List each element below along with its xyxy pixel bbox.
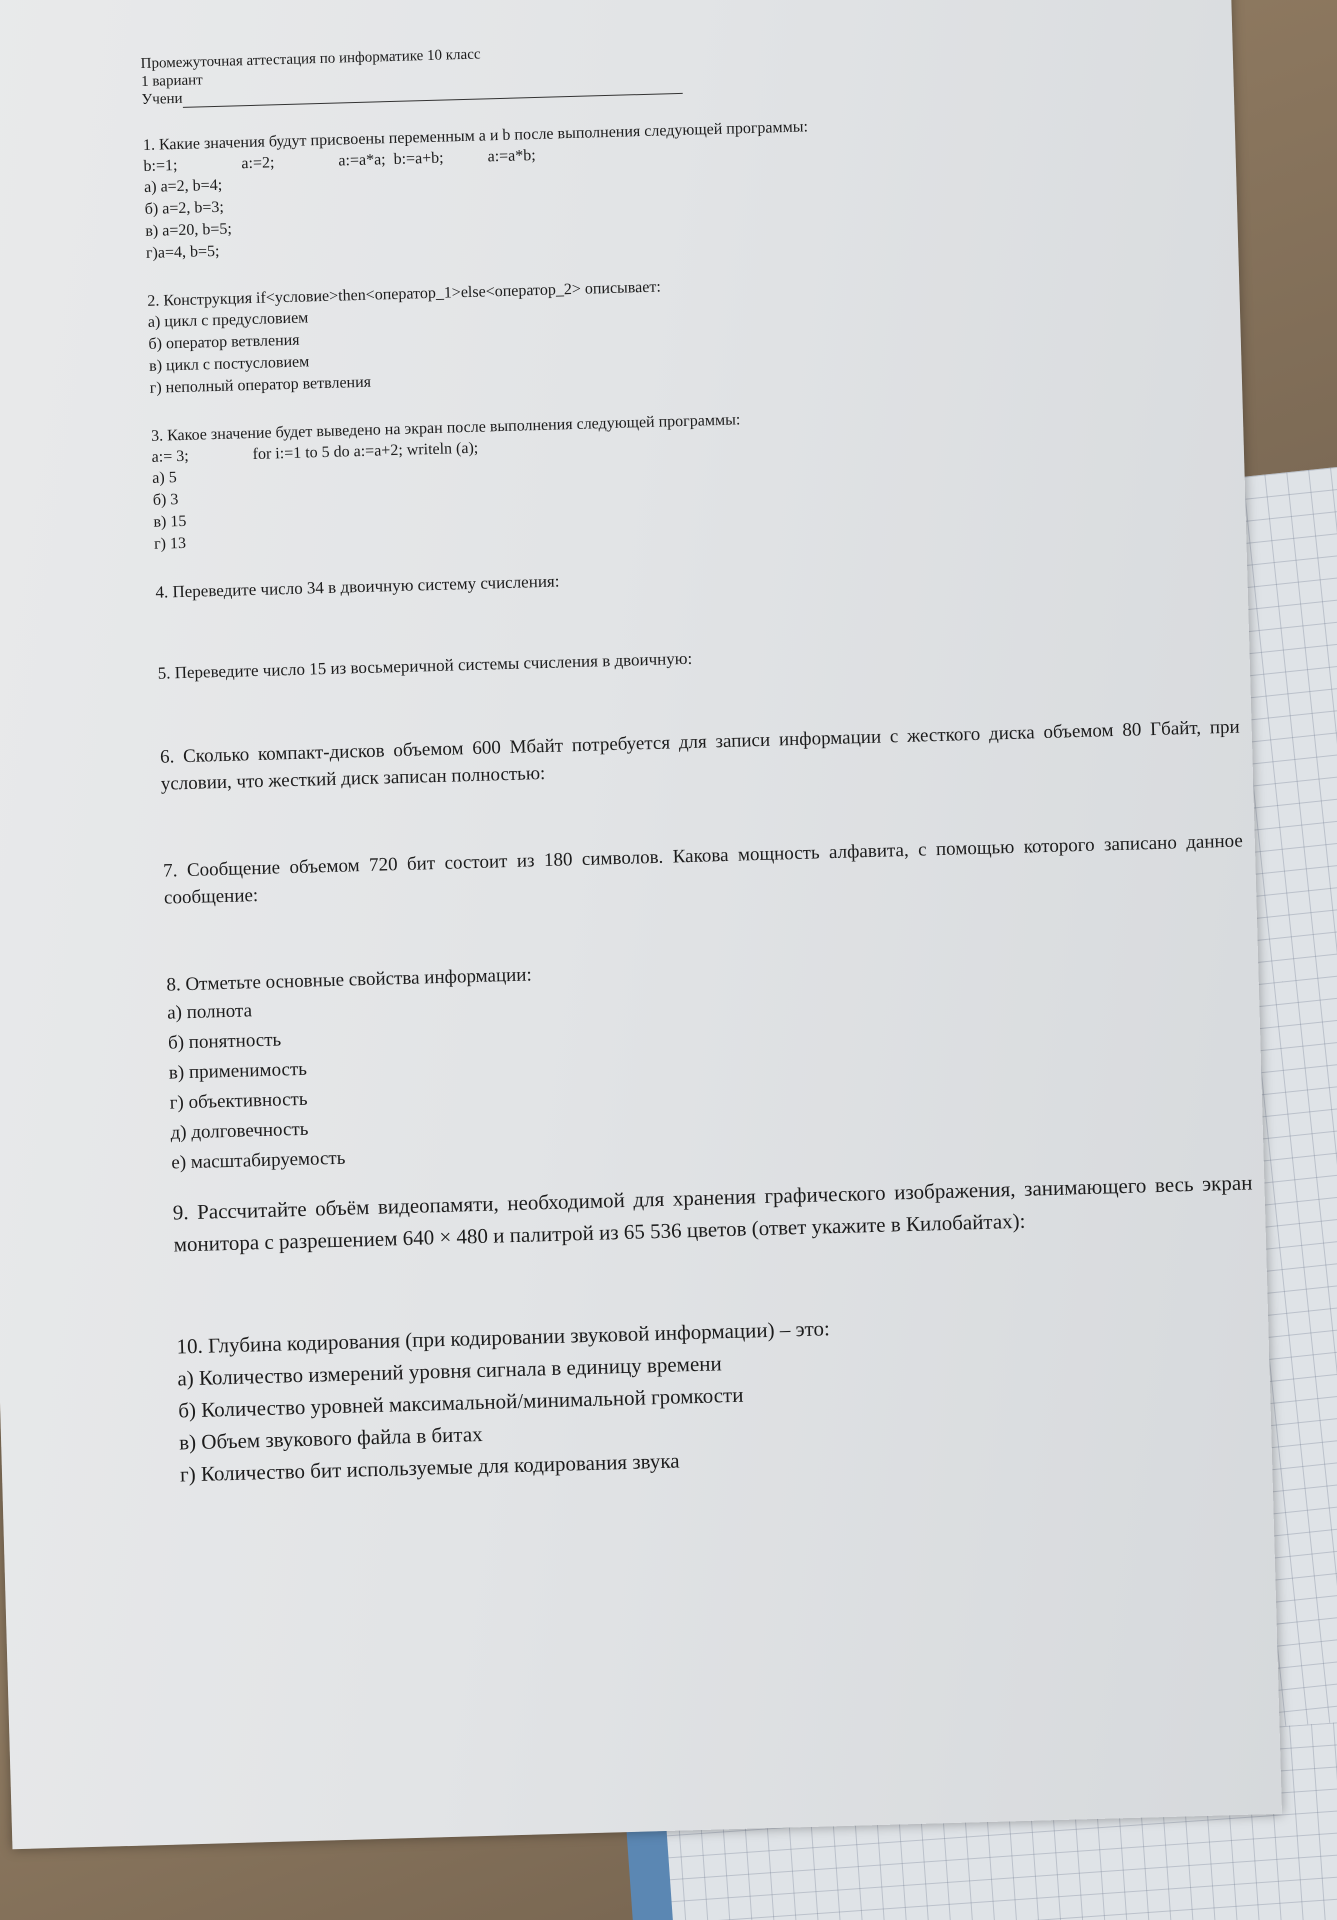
question-1-option-c: в) a=20, b=5;	[145, 220, 233, 240]
question-10-option-c: в) Объем звукового файла в битах	[178, 1421, 483, 1455]
question-8	[166, 941, 1251, 1178]
question-2-option-d: г) неполный оператор ветвления	[149, 373, 372, 397]
question-8-option-f: е) масштабируемость	[171, 1147, 346, 1174]
question-8-option-e: д) долговечность	[170, 1118, 309, 1144]
student-label: Учени	[141, 90, 183, 108]
question-8-title: 8. Отметьте основные свойства информации:	[166, 964, 533, 996]
question-3-option-b: б) 3	[152, 491, 179, 509]
question-1	[143, 105, 1226, 265]
question-5	[157, 633, 1237, 684]
question-1-title: 1. Какие значения будут присвоены переменным a и b после выполнения следующей программы:	[142, 118, 809, 154]
question-8-option-a: а) полнота	[166, 1000, 253, 1024]
question-2-option-b: б) оператор ветвления	[148, 331, 300, 353]
sheet-title: Промежуточная аттестация по информатике 10 класс	[140, 46, 481, 72]
question-7	[163, 828, 1244, 912]
question-6	[160, 714, 1241, 798]
question-2-title: 2. Конструкция if<условие>then<оператор_1>else<оператор_2> описывает:	[147, 278, 662, 310]
question-1-option-a: а) a=2, b=4;	[143, 176, 223, 196]
question-3-option-c: в) 15	[153, 512, 187, 531]
question-9-title: 9. Рассчитайте объём видеопамяти, необходимой для хранения графического изображения, занимающего весь экран монитора с разрешением 640 × 480 и палитрой из 65 536 цветов (ответ укажите в Килобайтах):	[172, 1170, 1253, 1257]
question-9	[172, 1166, 1253, 1260]
question-10-option-a: а) Количество измерений уровня сигнала в единицу времени	[177, 1351, 723, 1391]
question-5-title: 5. Переведите число 15 из восьмеричной системы счисления в двоичную:	[157, 648, 693, 683]
question-4	[155, 552, 1235, 603]
question-2-option-c: в) цикл с постусловием	[148, 353, 310, 375]
question-10-option-b: б) Количество уровней максимальной/минимальной громкости	[177, 1382, 744, 1423]
question-1-option-b: б) a=2, b=3;	[144, 198, 225, 218]
question-2	[147, 261, 1230, 400]
question-1-option-d: г)a=4, b=5;	[145, 242, 220, 262]
question-10	[176, 1300, 1260, 1490]
question-3	[151, 396, 1234, 556]
question-10-title: 10. Глубина кодирования (при кодировании звуковой информации) – это:	[176, 1316, 831, 1359]
question-3-option-a: а) 5	[152, 469, 177, 487]
question-8-option-d: г) объективность	[169, 1088, 308, 1114]
variant-label: 1 вариант	[140, 72, 203, 90]
question-1-code: b:=1; a:=2; a:=a*a; b:=a+b; a:=a*b;	[143, 147, 536, 175]
question-4-title: 4. Переведите число 34 в двоичную систему счисления:	[155, 571, 560, 602]
question-8-option-b: б) понятность	[167, 1029, 282, 1054]
sheet-content	[140, 25, 1260, 1491]
question-3-code: a:= 3; for i:=1 to 5 do a:=a+2; writeln (a);	[151, 439, 479, 466]
question-2-option-a: а) цикл с предусловием	[147, 309, 309, 331]
sheet-header	[140, 25, 1221, 109]
question-10-option-d: г) Количество бит используемые для кодирования звука	[179, 1448, 680, 1487]
question-3-title: 3. Какое значение будет выведено на экран после выполнения следующей программы:	[150, 411, 741, 445]
question-8-option-c: в) применимость	[168, 1058, 308, 1084]
question-3-option-d: г) 13	[153, 534, 187, 553]
question-6-title: 6. Сколько компакт-дисков объемом 600 Мбайт потребуется для записи информации с жесткого диска объемом 80 Гбайт, при условии, что жесткий диск записан полностью:	[159, 716, 1240, 795]
question-7-title: 7. Сообщение объемом 720 бит состоит из 180 символов. Какова мощность алфавита, с помощью которого записано данное сообщение:	[162, 830, 1244, 909]
